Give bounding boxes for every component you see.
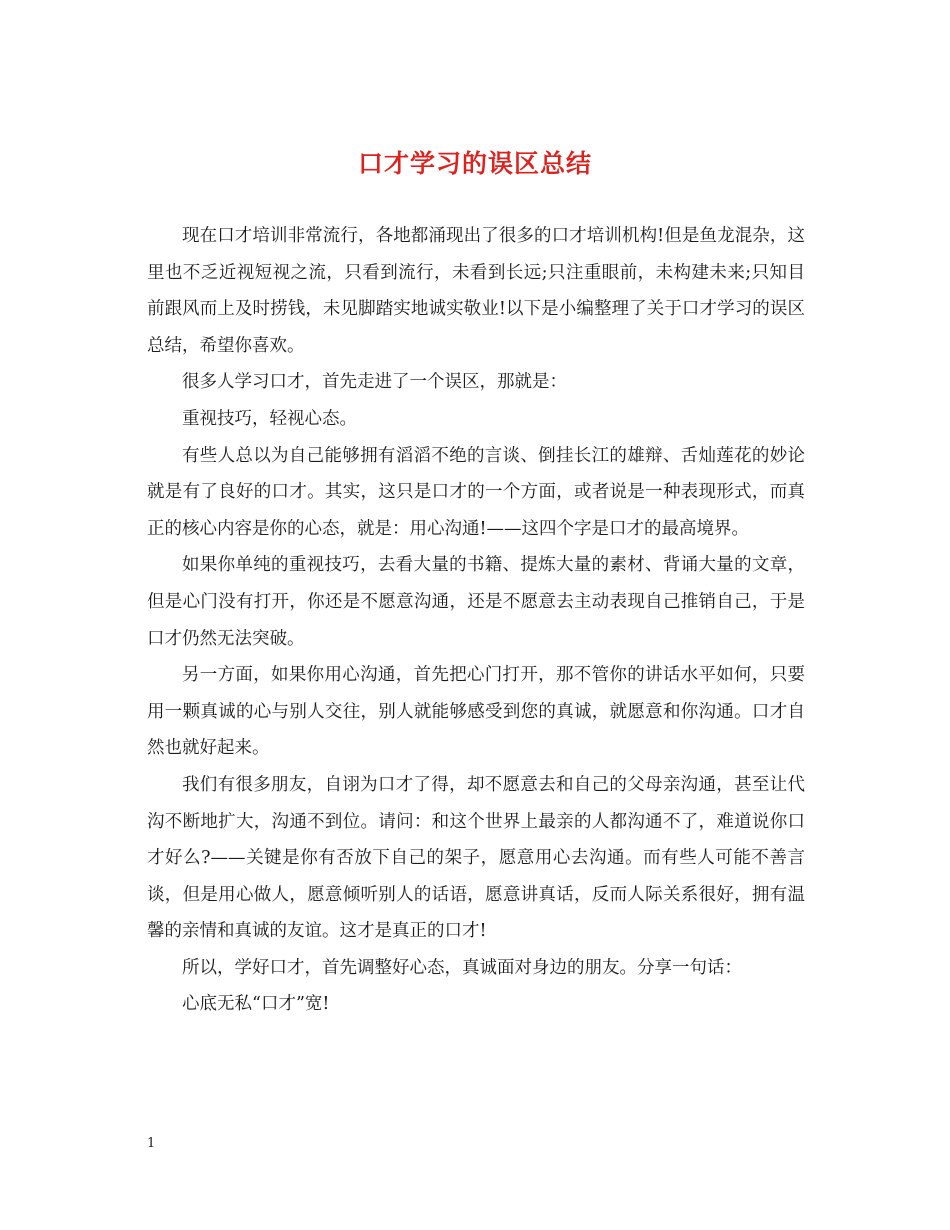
document-title: 口才学习的误区总结 [357,149,592,178]
paragraph-6: 另一方面，如果你用心沟通，首先把心门打开，那不管你的讲话水平如何，只要用一颗真诚的心与别人交往，别人就能够感受到您的真诚，就愿意和你沟通。口才自然也就好起来。 [147,665,805,759]
paragraph-3: 重视技巧，轻视心态。 [182,408,357,429]
paragraph-1: 现在口才培训非常流行，各地都涌现出了很多的口才培训机构!但是鱼龙混杂，这里也不乏近视短视之流，只看到流行，未看到长远;只注重眼前，未构建未来;只知目前跟风而上及时捞钱，未见脚踏实地诚实敬业!以下是小编整理了关于口才学习的误区总结，希望你喜欢。 [147,226,805,356]
document-body [147,218,805,1023]
paragraph-5: 如果你单纯的重视技巧，去看大量的书籍、提炼大量的素材、背诵大量的文章，但是心门没有打开，你还是不愿意沟通，还是不愿意去主动表现自己推销自己，于是口才仍然无法突破。 [147,555,805,649]
page-number: 1 [147,1136,156,1151]
paragraph-8: 所以，学好口才，首先调整好心态，真诚面对身边的朋友。分享一句话： [182,957,742,978]
paragraph-2: 很多人学习口才，首先走进了一个误区，那就是： [182,372,567,393]
paragraph-4: 有些人总以为自己能够拥有滔滔不绝的言谈、倒挂长江的雄辩、舌灿莲花的妙论就是有了良好的口才。其实，这只是口才的一个方面，或者说是一种表现形式，而真正的核心内容是你的心态，就是：用心沟通!——这四个字是口才的最高境界。 [147,445,805,539]
paragraph-9: 心底无私“口才”宽! [182,994,330,1015]
paragraph-7: 我们有很多朋友，自诩为口才了得，却不愿意去和自己的父母亲沟通，甚至让代沟不断地扩大，沟通不到位。请问：和这个世界上最亲的人都沟通不了，难道说你口才好么?——关键是你有否放下自己的架子，愿意用心去沟通。而有些人可能不善言谈，但是用心做人，愿意倾听别人的话语，愿意讲真话，反而人际关系很好，拥有温馨的亲情和真诚的友谊。这才是真正的口才! [147,774,805,942]
